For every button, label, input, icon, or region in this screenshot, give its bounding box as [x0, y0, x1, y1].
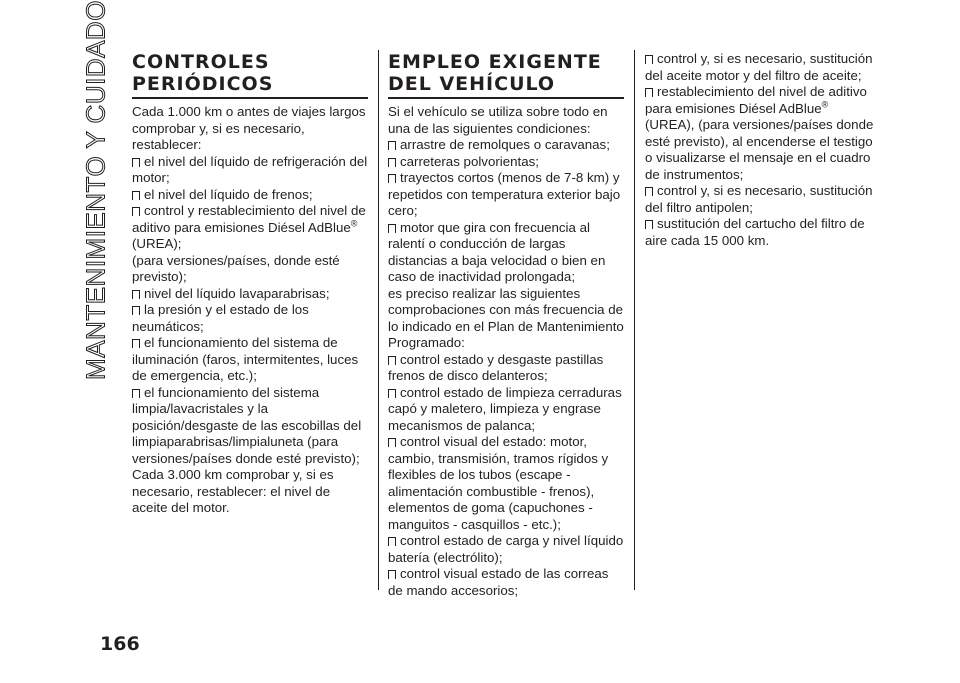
bullet-square-icon	[388, 141, 396, 150]
bullet-square-icon	[132, 191, 140, 200]
list-item	[645, 216, 881, 249]
paragraph: Si el vehículo se utiliza sobre todo en una de las siguientes condiciones:	[388, 104, 608, 136]
list-item	[132, 154, 368, 187]
list-item	[388, 220, 624, 286]
bullet-square-icon	[388, 389, 396, 398]
body-text	[388, 104, 624, 599]
bullet-square-icon	[132, 207, 140, 216]
list-item	[645, 183, 881, 216]
heading-periodic-checks	[132, 51, 368, 99]
registered-mark: ®	[350, 218, 358, 229]
paragraph: (para versiones/países, donde esté previsto);	[132, 252, 340, 284]
list-item-text: el nivel del líquido de refrigeración del motor;	[132, 153, 368, 185]
section-side-title-text: MANTENIMIENTO Y CUIDADO	[80, 0, 111, 380]
bullet-square-icon	[132, 290, 140, 299]
list-item	[388, 170, 624, 220]
list-item-text: la presión y el estado de los neumáticos;	[132, 302, 309, 334]
list-item	[132, 203, 368, 236]
bullet-square-icon	[132, 339, 140, 348]
column-divider	[378, 50, 379, 590]
paragraph: (UREA), (para versiones/países donde esté previsto), al encenderse el testigo o visualizarse el mensaje en el cuadro de instrumentos;	[645, 117, 874, 182]
list-item-text: control estado de limpieza cerraduras capó y maletero, limpieza y engrase mecanismos de palanca;	[388, 384, 622, 433]
bullet-square-icon	[388, 174, 396, 183]
page-number: 166	[100, 633, 140, 655]
column-periodic-checks	[132, 0, 368, 517]
list-item-text: control y, si es necesario, sustitución del aceite motor y del filtro de aceite;	[645, 51, 873, 83]
bullet-square-icon	[132, 158, 140, 167]
list-item	[388, 137, 624, 154]
list-item	[132, 286, 368, 303]
list-item	[132, 187, 368, 204]
list-item-text: motor que gira con frecuencia al ralentí o conducción de largas distancias a baja velocidad o bien en caso de inactividad prolongada;	[388, 219, 606, 284]
list-item-text: control estado y desgaste pastillas frenos de disco delanteros;	[388, 351, 604, 383]
paragraph: (UREA);	[132, 236, 182, 251]
heading-line: CONTROLES	[132, 51, 270, 73]
bullet-square-icon	[388, 570, 396, 579]
bullet-square-icon	[388, 438, 396, 447]
heading-rule	[388, 97, 624, 99]
list-item-text: control estado de carga y nivel líquido batería (electrólito);	[388, 533, 624, 565]
heading-line: EMPLEO EXIGENTE	[388, 51, 602, 73]
list-item-text: el funcionamiento del sistema limpia/lavacristales y la posición/desgaste de las escobillas del limpiaparabrisas/limpialuneta (para versiones/países donde esté previsto);	[132, 384, 362, 466]
bullet-square-icon	[645, 88, 653, 97]
bullet-square-icon	[132, 306, 140, 315]
bullet-square-icon	[388, 356, 396, 365]
list-item	[132, 335, 368, 385]
list-item-text: restablecimiento del nivel de aditivo para emisiones Diésel AdBlue	[645, 84, 867, 116]
heading-line: PERIÓDICOS	[132, 73, 274, 95]
list-item-text: el funcionamiento del sistema de iluminación (faros, intermitentes, luces de emergencia, etc.);	[132, 335, 359, 383]
paragraph: es preciso realizar las siguientes comprobaciones con más frecuencia de lo indicado en el Plan de Mantenimiento Programado:	[388, 285, 624, 350]
heading-rule	[132, 97, 368, 99]
list-item	[388, 434, 624, 533]
list-item-text: control visual estado de las correas de mando accesorios;	[388, 566, 609, 598]
registered-mark: ®	[821, 99, 829, 110]
list-item	[388, 566, 624, 599]
column-continued	[645, 0, 881, 249]
bullet-square-icon	[645, 187, 653, 196]
heading-line: DEL VEHÍCULO	[388, 73, 556, 95]
paragraph: Cada 3.000 km comprobar y, si es necesario, restablecer: el nivel de aceite del motor.	[132, 467, 334, 515]
bullet-square-icon	[388, 537, 396, 546]
bullet-square-icon	[132, 389, 140, 398]
heading-demanding-use	[388, 51, 624, 99]
body-text	[645, 51, 881, 249]
list-item-text: arrastre de remolques o caravanas;	[400, 137, 610, 152]
list-item-text: control y restablecimiento del nivel de aditivo para emisiones Diésel AdBlue	[132, 203, 366, 235]
bullet-square-icon	[388, 158, 396, 167]
list-item-text: control y, si es necesario, sustitución del filtro antipolen;	[645, 183, 873, 215]
paragraph: Cada 1.000 km o antes de viajes largos comprobar y, si es necesario, restablecer:	[132, 104, 366, 152]
section-side-title	[76, 0, 116, 380]
list-item	[132, 385, 368, 468]
list-item	[388, 352, 624, 385]
bullet-square-icon	[388, 224, 396, 233]
list-item	[388, 533, 624, 566]
list-item-text: carreteras polvorientas;	[400, 153, 539, 169]
list-item	[388, 154, 624, 171]
list-item-text: sustitución del cartucho del filtro de aire cada 15 000 km.	[645, 216, 865, 248]
bullet-square-icon	[645, 55, 653, 64]
list-item	[388, 385, 624, 435]
list-item-text: control visual del estado: motor, cambio, transmisión, tramos rígidos y flexibles de los tubos (escape - alimentación combustible - frenos), elementos de goma (capuchones - manguitos - casquillos - etc.);	[388, 434, 609, 532]
bullet-square-icon	[645, 220, 653, 229]
list-item	[645, 51, 881, 84]
body-text	[132, 104, 368, 517]
column-divider	[634, 50, 635, 590]
list-item-text: nivel del líquido lavaparabrisas;	[144, 285, 330, 301]
column-demanding-use	[388, 0, 624, 599]
list-item	[645, 84, 881, 117]
list-item	[132, 302, 368, 335]
list-item-text: trayectos cortos (menos de 7-8 km) y repetidos con temperatura exterior bajo cero;	[388, 170, 621, 218]
list-item-text: el nivel del líquido de frenos;	[144, 186, 313, 202]
